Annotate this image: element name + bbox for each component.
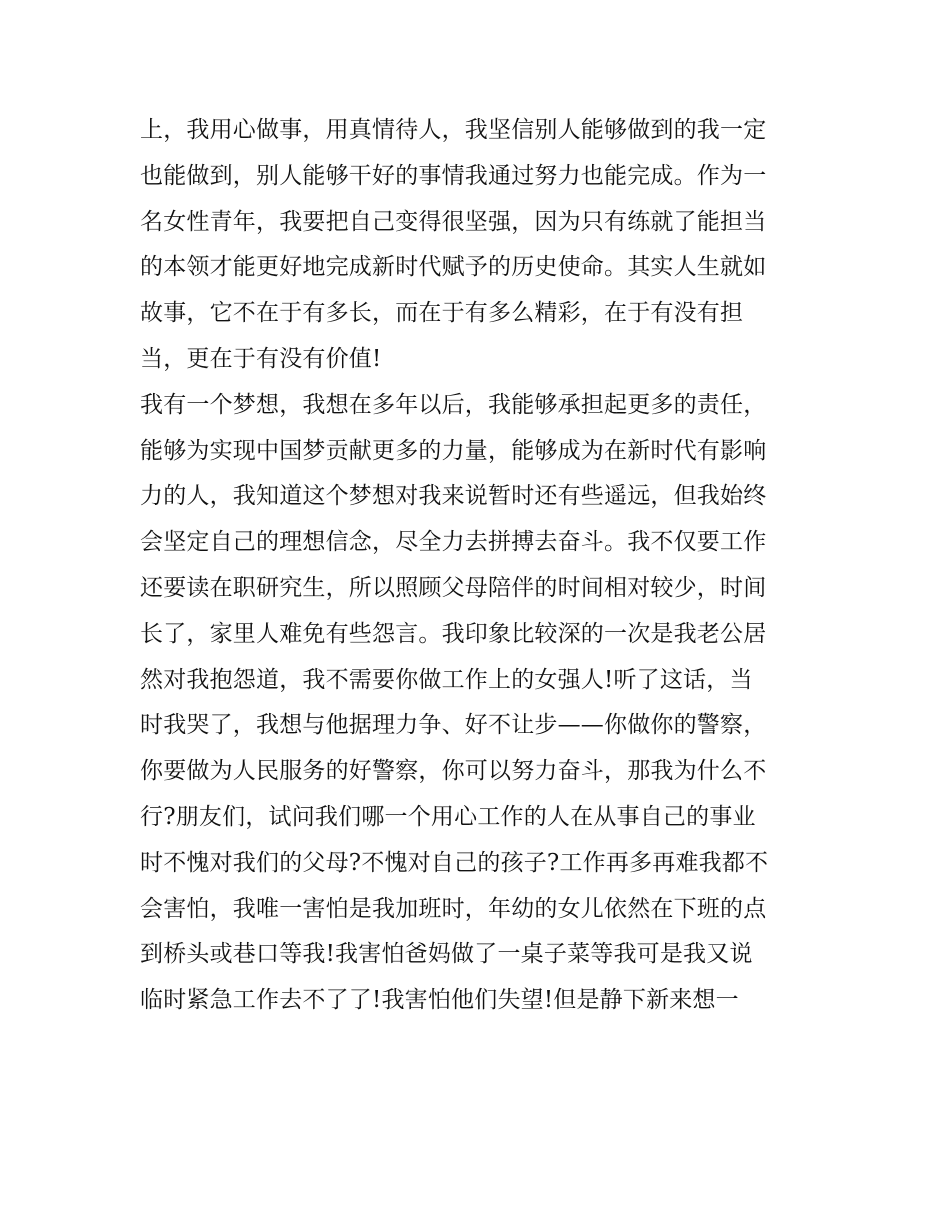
- text-line: 能够为实现中国梦贡献更多的力量，能够成为在新时代有影响: [140, 437, 767, 464]
- text-line: 临时紧急工作去不了了!我害怕他们失望!但是静下新来想一: [140, 987, 739, 1014]
- text-line: 的本领才能更好地完成新时代赋予的历史使命。其实人生就如: [140, 254, 767, 281]
- text-line: 力的人，我知道这个梦想对我来说暂时还有些遥远，但我始终: [140, 483, 767, 510]
- text-line: 也能做到，别人能够干好的事情我通过努力也能完成。作为一: [140, 162, 767, 189]
- text-line: 会害怕，我唯一害怕是我加班时，年幼的女儿依然在下班的点: [140, 895, 767, 922]
- text-line: 你要做为人民服务的好警察，你可以努力奋斗，那我为什么不: [140, 758, 767, 785]
- text-line: 还要读在职研究生，所以照顾父母陪伴的时间相对较少，时间: [140, 574, 767, 601]
- text-line: 行?朋友们，试问我们哪一个用心工作的人在从事自己的事业: [140, 803, 756, 830]
- text-line: 名女性青年，我要把自己变得很坚强，因为只有练就了能担当: [140, 208, 767, 235]
- text-line: 到桥头或巷口等我!我害怕爸妈做了一桌子菜等我可是我又说: [140, 941, 753, 968]
- text-line: 时我哭了，我想与他据理力争、好不让步——你做你的警察，: [140, 712, 767, 739]
- text-line: 长了，家里人难免有些怨言。我印象比较深的一次是我老公居: [140, 620, 767, 647]
- text-line: 当，更在于有没有价值!: [140, 345, 382, 372]
- text-line: 故事，它不在于有多长，而在于有多么精彩，在于有没有担: [140, 300, 744, 327]
- document-body-text: [140, 108, 820, 1024]
- text-line: 会坚定自己的理想信念，尽全力去拼搏去奋斗。我不仅要工作: [140, 529, 767, 556]
- text-line: 然对我抱怨道，我不需要你做工作上的女强人!听了这话，当: [140, 666, 753, 693]
- text-line: 时不愧对我们的父母?不愧对自己的孩子?工作再多再难我都不: [140, 849, 769, 876]
- text-line: 我有一个梦想，我想在多年以后，我能够承担起更多的责任，: [140, 391, 767, 418]
- text-line: 上，我用心做事，用真情待人，我坚信别人能够做到的我一定: [140, 117, 767, 143]
